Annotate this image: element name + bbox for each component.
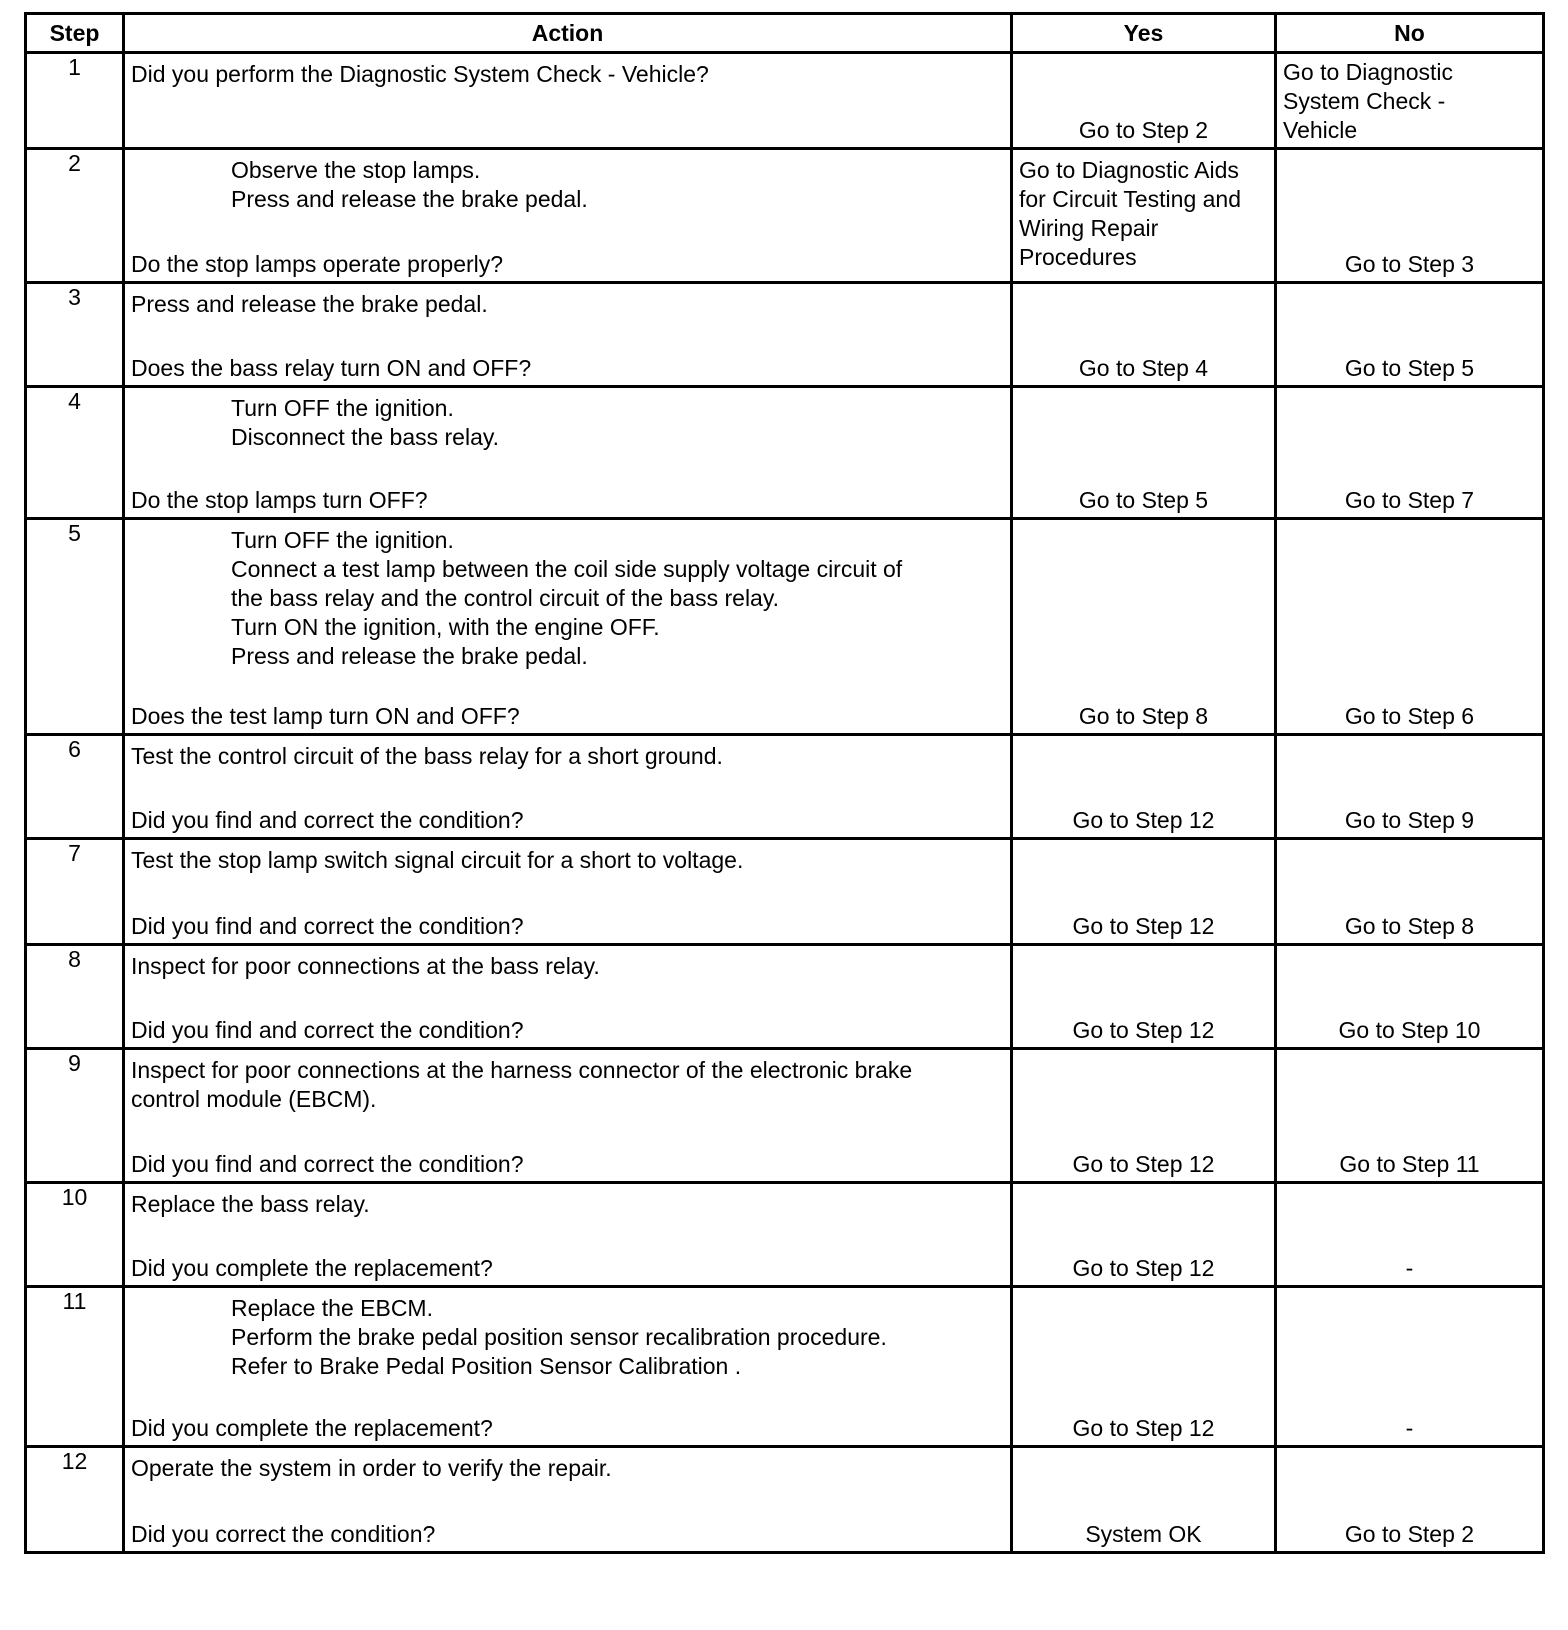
yes-cell [1012,1447,1276,1553]
yes-outcome-text: Go to Step 12 [1072,807,1215,833]
instruction-line: Press and release the brake pedal. [231,186,588,212]
step-number: 5 [26,519,124,735]
no-outcome-text: Go to Step 8 [1344,913,1475,939]
header-no: No [1276,14,1544,53]
action-question: Did you complete the replacement? [131,1415,493,1441]
yes-outcome-line: Procedures [1019,244,1137,270]
instruction-line: Turn ON the ignition, with the engine OFF. [231,614,660,640]
instruction-line: Perform the brake pedal position sensor recalibration procedure. [231,1324,887,1350]
yes-outcome-text: Go to Step 5 [1078,487,1209,513]
table-row [26,735,1544,839]
instruction-line: Inspect for poor connections at the bass relay. [131,953,600,979]
action-cell [124,387,1012,519]
yes-outcome-text: Go to Step 12 [1072,1415,1215,1441]
instruction-line: Press and release the brake pedal. [231,643,588,669]
yes-outcome-text: System OK [1085,1521,1202,1547]
no-outcome-text: Go to Step 10 [1338,1017,1481,1043]
yes-outcome-text: Go to Step 12 [1072,1151,1215,1177]
action-cell [124,839,1012,945]
step-number: 4 [26,387,124,519]
no-cell [1276,1287,1544,1447]
no-cell [1276,839,1544,945]
action-question: Does the test lamp turn ON and OFF? [131,703,520,729]
yes-outcome-line: for Circuit Testing and [1019,186,1242,212]
action-instructions [131,1454,1004,1483]
header-row [26,14,1544,53]
no-cell [1276,1447,1544,1553]
yes-cell [1012,735,1276,839]
action-cell [124,283,1012,387]
table-row [26,1447,1544,1553]
instruction-line: Turn OFF the ignition. [231,527,454,553]
yes-outcome-text [1019,156,1270,272]
instruction-line: Did you perform the Diagnostic System Check - Vehicle? [131,61,709,87]
step-number: 6 [26,735,124,839]
yes-outcome-line: Wiring Repair [1019,215,1159,241]
table-row [26,53,1544,149]
action-instructions [131,1056,1004,1114]
step-number: 9 [26,1049,124,1183]
yes-outcome-text: Go to Step 8 [1078,703,1209,729]
no-outcome-text [1283,58,1538,145]
no-cell [1276,735,1544,839]
no-outcome-text: Go to Step 11 [1339,1151,1480,1177]
instruction-line: Replace the bass relay. [131,1191,370,1217]
header-action: Action [124,14,1012,53]
action-instructions [131,846,1004,875]
yes-outcome-text: Go to Step 12 [1072,1255,1215,1281]
table-row [26,283,1544,387]
step-number: 2 [26,149,124,283]
no-outcome-line: System Check - [1283,88,1446,114]
action-question: Do the stop lamps turn OFF? [131,487,428,513]
instruction-line: Inspect for poor connections at the harness connector of the electronic brake [131,1057,913,1083]
instruction-line: Turn OFF the ignition. [231,395,454,421]
no-cell [1276,945,1544,1049]
no-outcome-text: Go to Step 7 [1344,487,1475,513]
no-outcome-text: Go to Step 2 [1344,1521,1475,1547]
instruction-line: control module (EBCM). [131,1086,377,1112]
action-question: Do the stop lamps operate properly? [131,251,504,277]
action-instructions [231,526,1004,671]
table-row [26,519,1544,735]
action-cell [124,735,1012,839]
no-cell [1276,283,1544,387]
action-instructions [231,1294,1004,1381]
step-number: 8 [26,945,124,1049]
instruction-line: Press and release the brake pedal. [131,291,488,317]
yes-cell [1012,387,1276,519]
yes-outcome-line: Go to Diagnostic Aids [1019,157,1239,183]
action-cell [124,53,1012,149]
no-outcome-line: Go to Diagnostic [1283,59,1454,85]
no-cell [1276,149,1544,283]
step-number: 12 [26,1447,124,1553]
yes-outcome-text: Go to Step 12 [1072,913,1215,939]
yes-cell [1012,945,1276,1049]
yes-cell [1012,1049,1276,1183]
yes-cell [1012,519,1276,735]
action-cell [124,519,1012,735]
action-instructions [231,394,1004,452]
no-outcome-text: Go to Step 5 [1344,355,1475,381]
instruction-line: Test the stop lamp switch signal circuit for a short to voltage. [131,847,744,873]
step-number: 7 [26,839,124,945]
action-instructions [231,156,1004,214]
action-instructions [131,1190,1004,1219]
table-row [26,387,1544,519]
no-cell [1276,1183,1544,1287]
action-cell [124,149,1012,283]
no-outcome-text: Go to Step 6 [1344,703,1475,729]
instruction-line: Operate the system in order to verify the repair. [131,1455,612,1481]
yes-cell [1012,839,1276,945]
table-body [26,53,1544,1553]
instruction-line: Test the control circuit of the bass relay for a short ground. [131,743,723,769]
no-cell [1276,53,1544,149]
table-row [26,149,1544,283]
action-cell [124,1049,1012,1183]
action-cell [124,1287,1012,1447]
yes-cell [1012,283,1276,387]
yes-outcome-text: Go to Step 12 [1072,1017,1215,1043]
instruction-line: Connect a test lamp between the coil side supply voltage circuit of [231,556,903,582]
header-yes: Yes [1012,14,1276,53]
yes-cell [1012,53,1276,149]
diagnostic-table [24,12,1545,1554]
action-question: Did you find and correct the condition? [131,807,524,833]
action-instructions [131,290,1004,319]
instruction-line: the bass relay and the control circuit of the bass relay. [231,585,780,611]
yes-outcome-text: Go to Step 4 [1078,355,1209,381]
header-step: Step [26,14,124,53]
action-question: Did you find and correct the condition? [131,913,524,939]
no-outcome-text: - [1405,1415,1414,1441]
yes-outcome-text: Go to Step 2 [1078,117,1209,143]
action-question: Did you find and correct the condition? [131,1017,524,1043]
no-outcome-text: - [1405,1255,1414,1281]
instruction-line: Refer to Brake Pedal Position Sensor Calibration . [231,1353,742,1379]
table-row [26,945,1544,1049]
table-row [26,1287,1544,1447]
action-question: Does the bass relay turn ON and OFF? [131,355,532,381]
action-question: Did you complete the replacement? [131,1255,493,1281]
instruction-line: Disconnect the bass relay. [231,424,500,450]
no-cell [1276,387,1544,519]
action-instructions [131,952,1004,981]
table-row [26,1183,1544,1287]
action-cell [124,945,1012,1049]
action-instructions [131,742,1004,771]
no-cell [1276,519,1544,735]
action-instructions [131,60,1004,89]
action-question: Did you correct the condition? [131,1521,436,1547]
instruction-line: Observe the stop lamps. [231,157,481,183]
no-cell [1276,1049,1544,1183]
yes-cell [1012,149,1276,283]
no-outcome-line: Vehicle [1283,117,1358,143]
no-outcome-text: Go to Step 3 [1344,251,1475,277]
yes-cell [1012,1287,1276,1447]
action-question: Did you find and correct the condition? [131,1151,524,1177]
action-cell [124,1447,1012,1553]
step-number: 10 [26,1183,124,1287]
no-outcome-text: Go to Step 9 [1344,807,1475,833]
step-number: 11 [26,1287,124,1447]
action-cell [124,1183,1012,1287]
step-number: 3 [26,283,124,387]
step-number: 1 [26,53,124,149]
instruction-line: Replace the EBCM. [231,1295,433,1321]
yes-cell [1012,1183,1276,1287]
table-row [26,1049,1544,1183]
table-row [26,839,1544,945]
